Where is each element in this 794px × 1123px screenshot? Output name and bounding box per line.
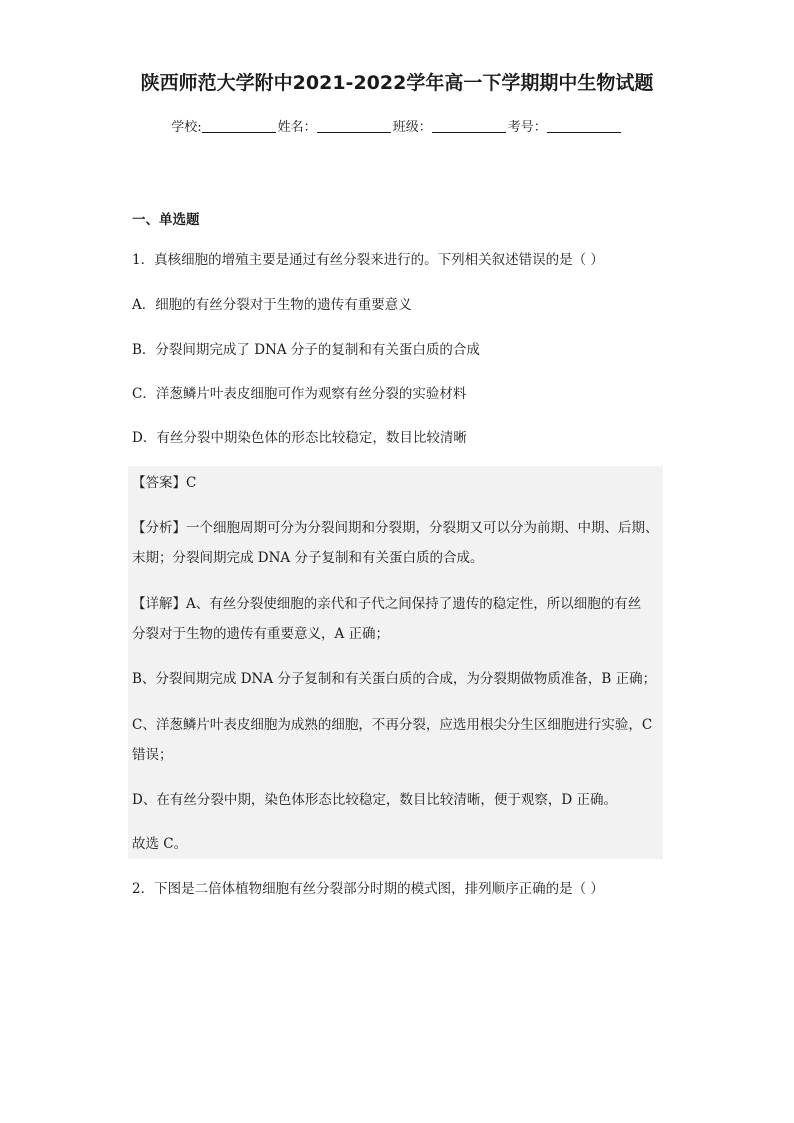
class-blank[interactable] bbox=[432, 132, 506, 133]
question-2-stem: 2．下图是二倍体植物细胞有丝分裂部分时期的模式图，排列顺序正确的是（ ） bbox=[132, 881, 604, 897]
detail-line-1: 【详解】A、有丝分裂使细胞的亲代和子代之间保持了遗传的稳定性，所以细胞的有丝 bbox=[132, 596, 642, 612]
detail-line-2: 分裂对于生物的遗传有重要意义，A 正确； bbox=[132, 626, 390, 642]
school-label: 学校: bbox=[171, 120, 202, 135]
class-label: 班级： bbox=[392, 120, 432, 135]
page-title: 陕西师范大学附中2021-2022学年高一下学期期中生物试题 bbox=[140, 72, 654, 94]
question-1-option-b: B．分裂间期完成了 DNA 分子的复制和有关蛋白质的合成 bbox=[132, 342, 480, 358]
question-1-option-a: A．细胞的有丝分裂对于生物的遗传有重要意义 bbox=[132, 297, 412, 313]
detail-line-c2: 错误； bbox=[132, 747, 173, 763]
analysis-line-2: 末期；分裂间期完成 DNA 分子复制和有关蛋白质的合成。 bbox=[132, 550, 484, 566]
detail-line-b: B、分裂间期完成 DNA 分子复制和有关蛋白质的合成，为分裂期做物质准备，B 正确； bbox=[132, 671, 657, 687]
detail-line-d: D、在有丝分裂中期，染色体形态比较稳定，数目比较清晰，便于观察，D 正确。 bbox=[132, 792, 617, 808]
question-1-option-c: C．洋葱鳞片叶表皮细胞可作为观察有丝分裂的实验材料 bbox=[132, 386, 467, 402]
student-info-line bbox=[0, 116, 794, 135]
question-1-option-d: D．有丝分裂中期染色体的形态比较稳定，数目比较清晰 bbox=[132, 430, 467, 446]
section-heading: 一、单选题 bbox=[132, 212, 200, 228]
exam-no-label: 考号： bbox=[507, 120, 547, 135]
answer-line: 【答案】C bbox=[132, 475, 197, 491]
name-label: 姓名： bbox=[277, 120, 317, 135]
exam-no-blank[interactable] bbox=[547, 132, 621, 133]
name-blank[interactable] bbox=[317, 132, 391, 133]
school-blank[interactable] bbox=[202, 132, 276, 133]
detail-line-c1: C、洋葱鳞片叶表皮细胞为成熟的细胞，不再分裂，应选用根尖分生区细胞进行实验，C bbox=[132, 717, 653, 733]
choose-line: 故选 C。 bbox=[132, 836, 188, 852]
analysis-line-1: 【分析】一个细胞周期可分为分裂间期和分裂期，分裂期又可以分为前期、中期、后期、 bbox=[132, 520, 659, 536]
question-1-stem: 1．真核细胞的增殖主要是通过有丝分裂来进行的。下列相关叙述错误的是（ ） bbox=[132, 252, 604, 268]
